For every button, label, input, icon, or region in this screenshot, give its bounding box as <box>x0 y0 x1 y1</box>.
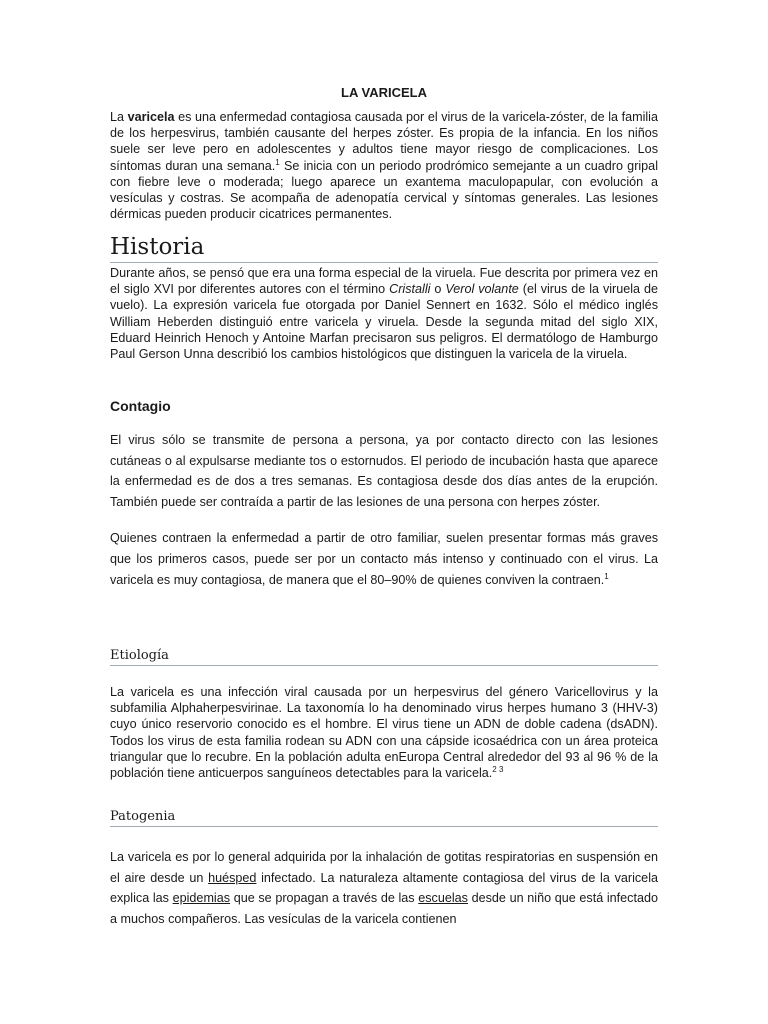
link-huesped[interactable]: huésped <box>208 870 257 885</box>
link-epidemias[interactable]: epidemias <box>172 891 231 906</box>
patogenia-heading: Patogenia <box>110 808 658 827</box>
link-escuelas[interactable]: escuelas <box>418 891 468 906</box>
patogenia-section <box>110 808 658 929</box>
etiologia-section <box>110 647 658 781</box>
intro-paragraph: La varicela es una enfermedad contagiosa causada por el virus de la varicela-zóster, de la familia de los herpesvirus, también causante del herpes zóster. Es propia de la infancia. En los niños suele ser leve pero en adolescentes y adultos tiene mayor riesgo de complicaciones. Los síntomas duran una semana.$^1$ Se inicia con un periodo prodrómico semejante a un cuadro gripal con fiebre leve o moderada; luego aparece un exantema maculopapular, con evolución a vesículas y costras. Se acompaña de adenopatía cervical y síntomas generales. Las lesiones dérmicas pueden producir cicatrices permanentes. <box>110 110 658 222</box>
patogenia-paragraph: La varicela es por lo general adquirida por la inhalación de gotitas respiratorias en suspensión en el aire desde un huésped infectado. La naturaleza altamente contagiosa del virus de la varicela explica las epidemias que se propagan a través de las escuelas desde un niño que está infectado a muchos compañeros. Las vesículas de la varicela contienen <box>110 850 658 926</box>
contagio-paragraph-2: Quienes contraen la enfermedad a partir de otro familiar, suelen presentar formas más graves que los primeros casos, puede ser por un contacto más intenso y continuado con el virus. La varicela es muy contagiosa, de manera que el 80–90% de quienes conviven la contraen.$^1$ <box>110 531 658 587</box>
historia-section <box>110 234 658 362</box>
historia-heading: Historia <box>110 234 658 263</box>
contagio-paragraph-1: El virus sólo se transmite de persona a persona, ya por contacto directo con las lesiones cutáneas o al expulsarse mediante tos o estornudos. El periodo de incubación hasta que aparece la enfermedad es de dos a tres semanas. Es contagiosa desde dos días antes de la erupción. También puede ser contraída a partir de las lesiones de una persona con herpes zóster. <box>110 433 658 509</box>
etiologia-heading: Etiología <box>110 647 658 666</box>
contagio-heading: Contagio <box>110 398 171 414</box>
historia-paragraph: Durante años, se pensó que era una forma especial de la viruela. Fue descrita por primera vez en el siglo XVI por diferentes autores con el término Cristalli o Verol volante (el virus de la viruela de vuelo). La expresión varicela fue otorgada por Daniel Sennert en 1632. Sólo el médico inglés William Heberden distinguió entre varicela y viruela. Desde la segunda mitad del siglo XIX, Eduard Heinrich Henoch y Antoine Marfan precisaron sus peligros. El dermatólogo de Hamburgo Paul Gerson Unna describió los cambios histológicos que distinguen la varicela de la viruela. <box>110 266 659 362</box>
etiologia-paragraph: La varicela es una infección viral causada por un herpesvirus del género Varicellovirus y la subfamilia Alphaherpesvirinae. La taxonomía lo ha denominado virus herpes humano 3 (HHV-3) cuyo único reservorio conocido es el hombre. El virus tiene un ADN de doble cadena (dsADN). Todos los virus de esta familia rodean su ADN con una cápside icosaédrica con un área proteica triangular que lo recubre. En la población adulta enEuropa Central alrededor del 93 al 96 % de la población tiene anticuerpos sanguíneos detectables para la varicela.$^{2 3}$ <box>110 685 658 781</box>
contagio-section <box>110 398 658 590</box>
document-title: LA VARICELA <box>341 85 427 100</box>
